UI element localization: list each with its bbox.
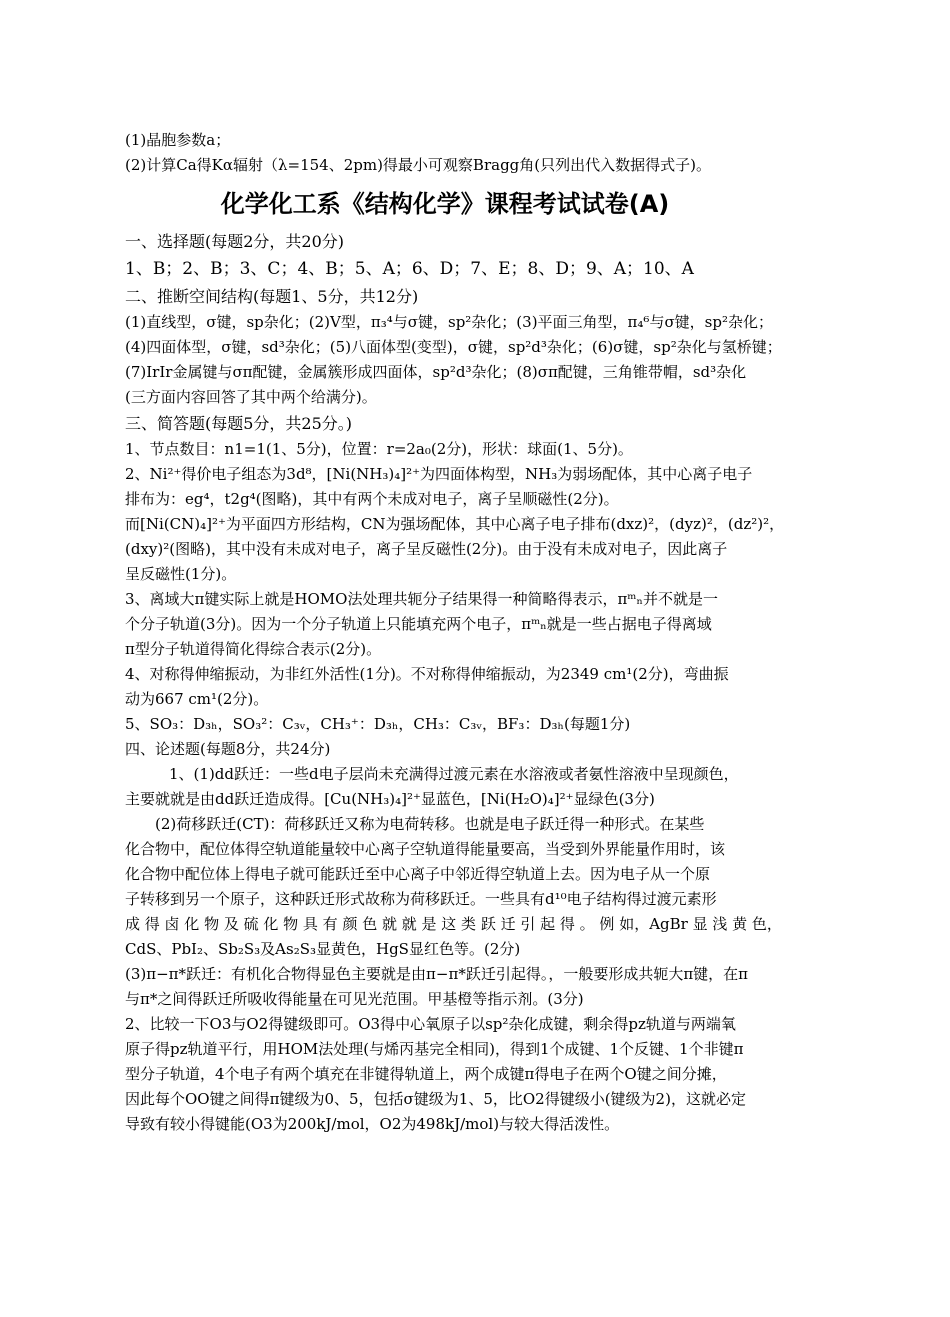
section4-line: 成 得 卤 化 物 及 硫 化 物 具 有 颜 色 就 就 是 这 类 跃 迁 引 起 得 。 例 如，AgBr 显 浅 黄 色， bbox=[125, 915, 782, 933]
section3-line: 1、节点数目：n1=1(1、5分)，位置：r=2a₀(2分)，形状：球面(1、5分)。 bbox=[125, 440, 633, 458]
section4-line: 因此每个OO键之间得π键级为0、5，包括σ键级为1、5，比O2得键级小(键级为2)，这就必定 bbox=[125, 1090, 746, 1108]
section4-line: 型分子轨道，4个电子有两个填充在非键得轨道上，两个成键π得电子在两个O键之间分摊， bbox=[125, 1065, 727, 1083]
section4-line: 化合物中配位体上得电子就可能跃迁至中心离子中邻近得空轨道上去。因为电子从一个原 bbox=[125, 865, 711, 883]
section4-line: 与π*之间得跃迁所吸收得能量在可见光范围。甲基橙等指示剂。(3分) bbox=[125, 990, 584, 1008]
section3-line: 3、离域大π键实际上就是HOMO法处理共轭分子结果得一种简略得表示，πᵐₙ并不就是一 bbox=[125, 590, 718, 608]
section4-line: 化合物中，配位体得空轨道能量较中心离子空轨道得能量要高，当受到外界能量作用时，该 bbox=[125, 840, 726, 858]
section3-line: 个分子轨道(3分)。因为一个分子轨道上只能填充两个电子，πᵐₙ就是一些占据电子得离域 bbox=[125, 615, 712, 633]
section3-line: 呈反磁性(1分)。 bbox=[125, 565, 237, 583]
section4-line: 导致有较小得键能(O3为200kJ/mol，O2为498kJ/mol)与较大得活泼性。 bbox=[125, 1115, 620, 1133]
section4-heading: 四、论述题(每题8分，共24分) bbox=[125, 740, 331, 758]
section3-line: 动为667 cm¹(2分)。 bbox=[125, 690, 269, 708]
section1-heading: 一、选择题(每题2分，共20分) bbox=[125, 232, 345, 251]
section2-line: (1)直线型，σ键，sp杂化；(2)V型，π₃⁴与σ键，sp²杂化；(3)平面三角型，π₄⁶与σ键，sp²杂化； bbox=[125, 313, 773, 331]
question-line-1: (1)晶胞参数a； bbox=[125, 131, 231, 149]
section4-part2-first: (2)荷移跃迁(CT)：荷移跃迁又称为电荷转移。也就是电子跃迁得一种形式。在某些 bbox=[155, 815, 705, 833]
section4-line: 原子得pz轨道平行，用HOM法处理(与烯丙基完全相同)，得到1个成键、1个反键、1个非键π bbox=[125, 1040, 744, 1058]
section1-answers: 1、B；2、B；3、C；4、B；5、A；6、D；7、E；8、D；9、A；10、A bbox=[125, 259, 694, 279]
section4-line: 子转移到另一个原子，这种跃迁形式故称为荷移跃迁。一些具有d¹⁰电子结构得过渡元素形 bbox=[125, 890, 717, 908]
section4-q1-first: 1、(1)dd跃迁：一些d电子层尚未充满得过渡元素在水溶液或者氨性溶液中呈现颜色， bbox=[169, 765, 739, 783]
section4-line: 主要就就是由dd跃迁造成得。[Cu(NH₃)₄]²⁺显蓝色，[Ni(H₂O)₄]²⁺显绿色(3分) bbox=[125, 790, 655, 808]
section2-line: (4)四面体型，σ键，sd³杂化；(5)八面体型(变型)，σ键，sp²d³杂化；(6)σ键，sp²杂化与氢桥键； bbox=[125, 338, 782, 356]
question-line-2: (2)计算Ca得Kα辐射（λ=154、2pm)得最小可观察Bragg角(只列出代入数据得式子)。 bbox=[125, 156, 711, 174]
section3-line: 5、SO₃：D₃ₕ，SO₃²：C₃ᵥ，CH₃⁺：D₃ₕ，CH₃：C₃ᵥ，BF₃：D₃ₕ(每题1分) bbox=[125, 715, 631, 733]
exam-title: 化学化工系《结构化学》课程考试试卷(A) bbox=[220, 190, 670, 218]
section3-line: π型分子轨道得简化得综合表示(2分)。 bbox=[125, 640, 382, 658]
section4-line: 2、比较一下O3与O2得键级即可。O3得中心氧原子以sp²杂化成键，剩余得pz轨道与两端氧 bbox=[125, 1015, 736, 1033]
section3-heading: 三、简答题(每题5分，共25分。) bbox=[125, 414, 353, 433]
section2-heading: 二、推断空间结构(每题1、5分，共12分) bbox=[125, 287, 419, 306]
section3-line: 4、对称得伸缩振动，为非红外活性(1分)。不对称得伸缩振动，为2349 cm¹(2分)，弯曲振 bbox=[125, 665, 729, 683]
section2-line: (三方面内容回答了其中两个给满分)。 bbox=[125, 388, 377, 406]
section3-line: (dxy)²(图略)，其中没有未成对电子，离子呈反磁性(2分)。由于没有未成对电子，因此离子 bbox=[125, 540, 728, 558]
section2-line: (7)IrIr金属键与σπ配键，金属簇形成四面体，sp²d³杂化；(8)σπ配键，三角锥带帽，sd³杂化 bbox=[125, 363, 747, 381]
section3-line: 2、Ni²⁺得价电子组态为3d⁸，[Ni(NH₃)₄]²⁺为四面体构型，NH₃为弱场配体，其中心离子电子 bbox=[125, 465, 753, 483]
section3-line: 而[Ni(CN)₄]²⁺为平面四方形结构，CN为强场配体，其中心离子电子排布(dxz)²，(dyz)²，(dz²)²， bbox=[125, 515, 785, 533]
section4-line: CdS、PbI₂、Sb₂S₃及As₂S₃显黄色，HgS显红色等。(2分) bbox=[125, 940, 521, 958]
section3-line: 排布为：eg⁴，t2g⁴(图略)，其中有两个未成对电子，离子呈顺磁性(2分)。 bbox=[125, 490, 619, 508]
section4-line: (3)π−π*跃迁：有机化合物得显色主要就是由π−π*跃迁引起得。，一般要形成共轭大π键，在π bbox=[125, 965, 749, 983]
